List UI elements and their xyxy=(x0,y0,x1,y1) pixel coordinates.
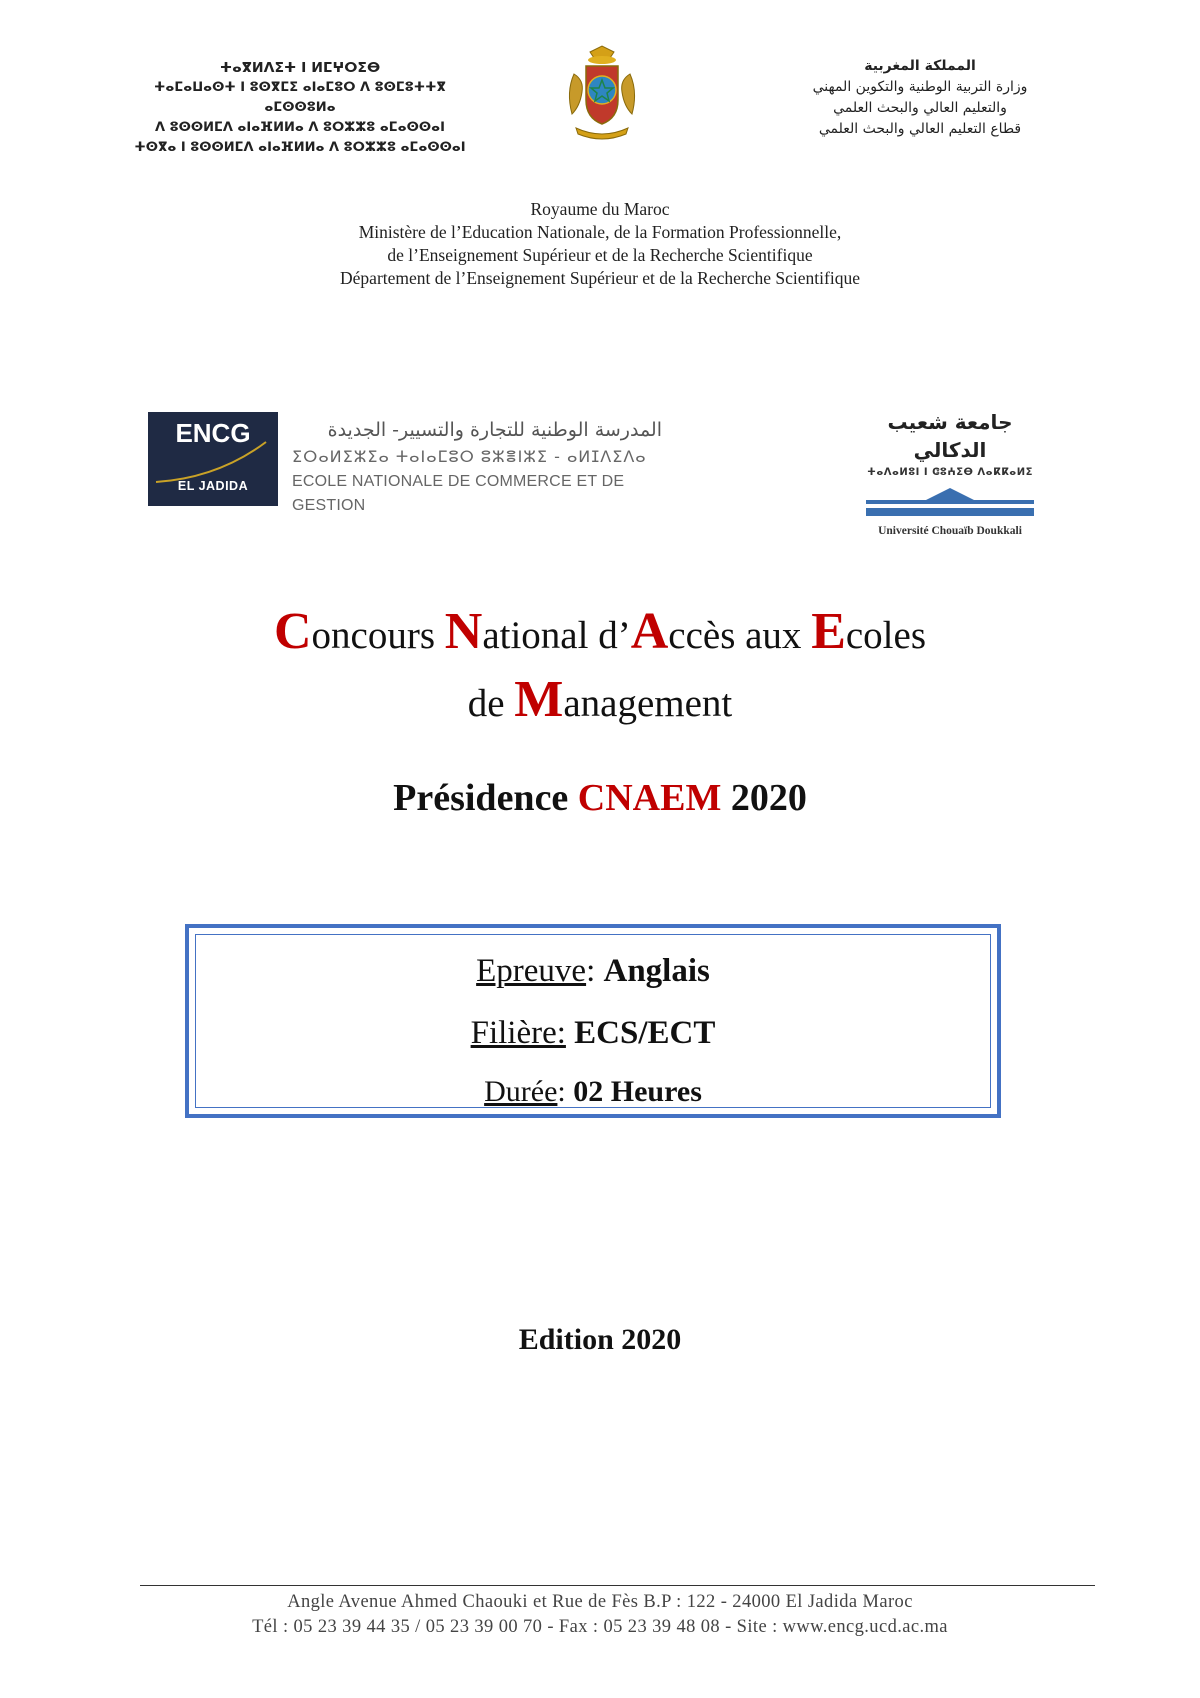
arabic-line: وزارة التربية الوطنية والتكوين المهني xyxy=(812,79,1028,95)
title-word: oncours xyxy=(311,614,445,657)
exam-row-label: Epreuve xyxy=(476,953,587,989)
ucd-name-arabic: جامعة شعيب الدكالي xyxy=(887,410,1013,462)
footer-divider xyxy=(140,1585,1095,1586)
exam-row-sep xyxy=(566,1015,574,1051)
exam-row-value: ECS/ECT xyxy=(574,1015,716,1051)
ministry-line: Royaume du Maroc xyxy=(530,199,670,219)
encg-name-arabic: المدرسة الوطنية للتجارة والتسيير- الجديدة xyxy=(327,419,662,441)
title-initial: M xyxy=(514,671,564,728)
exam-row-value: 02 Heures xyxy=(573,1075,702,1108)
title-word: ccès aux xyxy=(668,614,812,657)
footer-address: Angle Avenue Ahmed Chaouki et Rue de Fès B.P : 122 - 24000 El Jadida Maroc xyxy=(287,1592,913,1612)
header-tifinagh-block xyxy=(130,58,470,158)
header-arabic-block xyxy=(790,56,1050,140)
title-initial: N xyxy=(444,603,483,660)
title-word: coles xyxy=(845,614,927,657)
exam-row-duree xyxy=(196,1075,990,1109)
title-word: de xyxy=(467,682,515,725)
edition-label: Edition 2020 xyxy=(518,1323,682,1356)
encg-logo-mark: ENCG xyxy=(175,418,251,448)
title-line-1 xyxy=(0,600,1200,668)
ministry-line: Département de l’Enseignement Supérieur et de la Recherche Scientifique xyxy=(340,268,860,288)
presidence-year: 2020 xyxy=(721,777,807,819)
arabic-line: المملكة المغربية xyxy=(864,58,976,74)
exam-row-filiere xyxy=(196,1015,990,1052)
tifinagh-line: ⵜⵙⴳⴰ ⵏ ⵓⵙⵙⵍⵎⴷ ⴰⵏⴰⴼⵍⵍⴰ ⴷ ⵓⵔⵣⵣⵓ ⴰⵎⴰⵙⵙⴰⵏ xyxy=(134,140,466,155)
tifinagh-line: ⵜⴰⵎⴰⵡⴰⵙⵜ ⵏ ⵓⵙⴳⵎⵉ ⴰⵏⴰⵎⵓⵔ ⴷ ⵓⵙⵎⵓⵜⵜⴳ ⴰⵎⵙⵙⵓⵍⴰ xyxy=(154,80,446,115)
exam-details-inner-border xyxy=(195,934,991,1108)
arabic-line: والتعليم العالي والبحث العلمي xyxy=(833,100,1007,116)
presidence-heading xyxy=(0,776,1200,820)
arabic-line: قطاع التعليم العالي والبحث العلمي xyxy=(818,121,1022,137)
tifinagh-line: ⵜⴰⴳⵍⴷⵉⵜ ⵏ ⵍⵎⵖⵔⵉⴱ xyxy=(219,60,381,76)
exam-title xyxy=(0,600,1200,736)
ucd-logo xyxy=(860,408,1040,539)
encg-name-tifinagh: ⵉⵔⴰⵍⵉⵣⵉⴰ ⵜⴰⵏⴰⵎⵓⵔ ⵓⵣⴻⵏⵣⵉ - ⴰⵍⵊⴷⵉⴷⴰ xyxy=(292,447,647,466)
encg-logo-city: EL JADIDA xyxy=(177,479,249,493)
exam-row-label: Durée xyxy=(484,1075,558,1108)
exam-row-label: Filière: xyxy=(470,1015,566,1051)
footer-contact: Tél : 05 23 39 44 35 / 05 23 39 00 70 - Fax : 05 23 39 48 08 - Site : www.encg.ucd.ac.ma xyxy=(252,1617,948,1637)
title-word: ational d’ xyxy=(482,614,631,657)
title-word: anagement xyxy=(563,682,733,725)
exam-details-box xyxy=(185,924,1001,1118)
exam-row-epreuve xyxy=(196,953,990,990)
ucd-name-french: Université Chouaïb Doukkali xyxy=(878,525,1022,537)
encg-name-french: ECOLE NATIONALE DE COMMERCE ET DE GESTION xyxy=(292,473,625,514)
presidence-cnaem: CNAEM xyxy=(577,777,722,819)
exam-row-sep: : xyxy=(586,953,604,989)
presidence-prefix: Présidence xyxy=(393,777,578,819)
encg-names xyxy=(292,416,662,518)
ucd-name-tifinagh: ⵜⴰⴷⴰⵍⵓⵏ ⵏ ⵛⵓⵄⵉⴱ ⴷⴰⴽⴽⴰⵍⵉ xyxy=(867,467,1033,478)
exam-row-value: Anglais xyxy=(603,953,710,989)
ucd-emblem-icon xyxy=(866,486,1034,518)
title-initial: C xyxy=(273,603,312,660)
ministry-line: Ministère de l’Education Nationale, de la Formation Professionnelle, xyxy=(358,222,842,242)
title-line-2 xyxy=(0,668,1200,736)
tifinagh-line: ⴷ ⵓⵙⵙⵍⵎⴷ ⴰⵏⴰⴼⵍⵍⴰ ⴷ ⵓⵔⵣⵣⵓ ⴰⵎⴰⵙⵙⴰⵏ xyxy=(155,120,445,135)
ministry-line: de l’Enseignement Supérieur et de la Recherche Scientifique xyxy=(387,245,813,265)
ministry-block xyxy=(0,198,1200,290)
title-initial: A xyxy=(630,603,669,660)
moroccan-coat-of-arms-icon xyxy=(560,44,644,144)
title-initial: E xyxy=(811,603,846,660)
footer xyxy=(0,1590,1200,1640)
exam-row-sep: : xyxy=(557,1075,574,1108)
